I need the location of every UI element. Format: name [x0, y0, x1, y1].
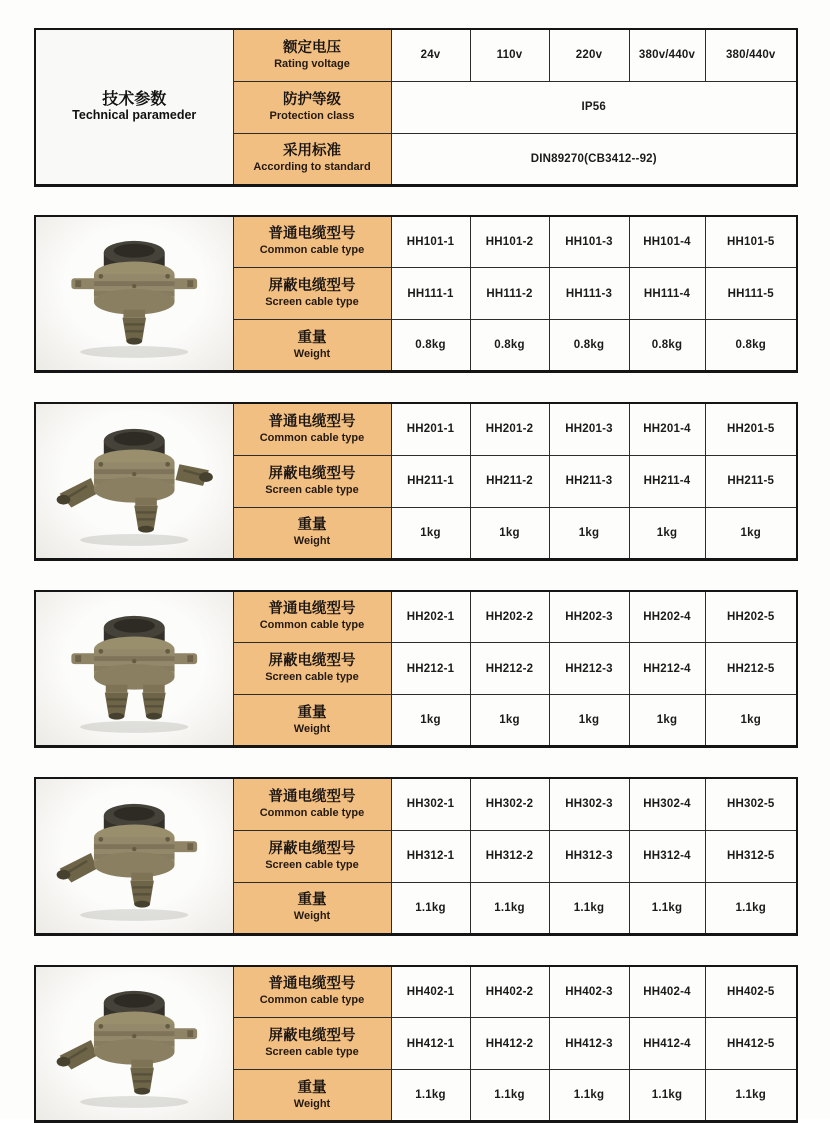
- table-row: [35, 29, 797, 81]
- row-label-zh: 重量: [234, 330, 391, 347]
- model-cell: HH412-3: [549, 1018, 629, 1070]
- row-label-en: Weight: [234, 348, 391, 361]
- row-label-zh: 普通电缆型号: [234, 601, 391, 618]
- row-label-zh: 普通电缆型号: [234, 226, 391, 243]
- row-label-zh: 重量: [234, 1080, 391, 1097]
- weight-cell: 1kg: [470, 695, 549, 747]
- model-cell: HH212-2: [470, 643, 549, 695]
- weight-cell: 1kg: [549, 695, 629, 747]
- row-label-rating-voltage: [233, 29, 391, 81]
- product-spec-table-4: [34, 777, 798, 936]
- row-label-en: Weight: [234, 723, 391, 736]
- protection-class-value-cell: IP56: [391, 81, 797, 133]
- model-cell: HH202-5: [705, 591, 797, 643]
- table-row: [35, 778, 797, 830]
- model-cell: HH202-1: [391, 591, 470, 643]
- weight-cell: 0.8kg: [470, 320, 549, 372]
- row-label-en: Common cable type: [234, 994, 391, 1007]
- row-label-common-cable-type: [233, 216, 391, 268]
- weight-cell: 1kg: [629, 507, 705, 559]
- model-cell: HH202-2: [470, 591, 549, 643]
- model-cell: HH402-4: [629, 966, 705, 1018]
- model-cell: HH111-5: [705, 268, 797, 320]
- model-cell: HH312-3: [549, 830, 629, 882]
- table-row: [35, 216, 797, 268]
- model-cell: HH212-5: [705, 643, 797, 695]
- table-row: [35, 403, 797, 455]
- weight-cell: 1.1kg: [629, 882, 705, 934]
- row-label-en: Common cable type: [234, 244, 391, 257]
- weight-cell: 1kg: [705, 507, 797, 559]
- row-label-en: Screen cable type: [234, 1046, 391, 1059]
- product-photo-cell: [35, 966, 233, 1122]
- model-cell: HH312-5: [705, 830, 797, 882]
- model-cell: HH202-4: [629, 591, 705, 643]
- row-label-zh: 屏蔽电缆型号: [234, 278, 391, 295]
- row-label-common-cable-type: [233, 591, 391, 643]
- model-cell: HH101-1: [391, 216, 470, 268]
- model-cell: HH402-2: [470, 966, 549, 1018]
- row-label-en: Screen cable type: [234, 484, 391, 497]
- weight-cell: 1kg: [391, 507, 470, 559]
- model-cell: HH312-1: [391, 830, 470, 882]
- junction-box-side-bottom-glands-photo: [36, 780, 233, 932]
- model-cell: HH111-2: [470, 268, 549, 320]
- row-label-en: According to standard: [234, 161, 391, 174]
- row-label-screen-cable-type: [233, 455, 391, 507]
- product-photo-cell: [35, 591, 233, 747]
- technical-parameters-table: [34, 28, 798, 187]
- product-tables-section: [34, 215, 796, 1123]
- row-label-zh: 采用标准: [234, 143, 391, 160]
- product-spec-table-5: [34, 965, 798, 1123]
- product-spec-table-2: [34, 402, 798, 561]
- weight-cell: 0.8kg: [705, 320, 797, 372]
- row-label-zh: 重量: [234, 892, 391, 909]
- product-spec-table-1: [34, 215, 798, 374]
- weight-cell: 1.1kg: [549, 882, 629, 934]
- model-cell: HH201-5: [705, 403, 797, 455]
- voltage-value-cell: 380v/440v: [629, 29, 705, 81]
- weight-cell: 1kg: [705, 695, 797, 747]
- model-cell: HH302-4: [629, 778, 705, 830]
- row-label-weight: [233, 1070, 391, 1122]
- weight-cell: 1.1kg: [391, 1070, 470, 1122]
- row-label-screen-cable-type: [233, 643, 391, 695]
- product-photo-cell: [35, 216, 233, 372]
- technical-parameters-title-cell: [35, 29, 233, 185]
- row-label-common-cable-type: [233, 778, 391, 830]
- standard-value-cell: DIN89270(CB3412--92): [391, 133, 797, 185]
- model-cell: HH412-2: [470, 1018, 549, 1070]
- model-cell: HH201-4: [629, 403, 705, 455]
- row-label-en: Screen cable type: [234, 859, 391, 872]
- model-cell: HH111-4: [629, 268, 705, 320]
- table-row: [35, 966, 797, 1018]
- row-label-weight: [233, 695, 391, 747]
- table-row: [35, 591, 797, 643]
- row-label-en: Common cable type: [234, 619, 391, 632]
- model-cell: HH201-3: [549, 403, 629, 455]
- technical-parameters-title-en: Technical parameder: [36, 109, 233, 122]
- model-cell: HH211-4: [629, 455, 705, 507]
- weight-cell: 1.1kg: [705, 1070, 797, 1122]
- model-cell: HH412-1: [391, 1018, 470, 1070]
- model-cell: HH302-3: [549, 778, 629, 830]
- voltage-value-cell: 24v: [391, 29, 470, 81]
- model-cell: HH412-4: [629, 1018, 705, 1070]
- product-spec-table-3: [34, 590, 798, 749]
- row-label-en: Weight: [234, 535, 391, 548]
- model-cell: HH202-3: [549, 591, 629, 643]
- voltage-value-cell: 110v: [470, 29, 549, 81]
- row-label-standard: [233, 133, 391, 185]
- row-label-en: Weight: [234, 1098, 391, 1111]
- row-label-common-cable-type: [233, 403, 391, 455]
- model-cell: HH211-5: [705, 455, 797, 507]
- row-label-screen-cable-type: [233, 268, 391, 320]
- row-label-weight: [233, 507, 391, 559]
- model-cell: HH111-3: [549, 268, 629, 320]
- model-cell: HH402-3: [549, 966, 629, 1018]
- row-label-screen-cable-type: [233, 830, 391, 882]
- junction-box-side-bottom-glands-photo: [36, 967, 233, 1119]
- row-label-zh: 防护等级: [234, 92, 391, 109]
- model-cell: HH412-5: [705, 1018, 797, 1070]
- row-label-protection-class: [233, 81, 391, 133]
- voltage-value-cell: 220v: [549, 29, 629, 81]
- weight-cell: 0.8kg: [391, 320, 470, 372]
- model-cell: HH101-2: [470, 216, 549, 268]
- row-label-zh: 额定电压: [234, 40, 391, 57]
- model-cell: HH402-5: [705, 966, 797, 1018]
- row-label-zh: 重量: [234, 517, 391, 534]
- row-label-en: Screen cable type: [234, 671, 391, 684]
- junction-box-three-way-glands-photo: [36, 405, 233, 557]
- junction-box-two-bottom-glands-photo: [36, 592, 233, 744]
- weight-cell: 1.1kg: [391, 882, 470, 934]
- row-label-zh: 屏蔽电缆型号: [234, 653, 391, 670]
- model-cell: HH302-5: [705, 778, 797, 830]
- weight-cell: 1.1kg: [705, 882, 797, 934]
- model-cell: HH211-3: [549, 455, 629, 507]
- row-label-en: Protection class: [234, 110, 391, 123]
- product-photo-cell: [35, 403, 233, 559]
- weight-cell: 1.1kg: [470, 882, 549, 934]
- row-label-en: Screen cable type: [234, 296, 391, 309]
- row-label-zh: 普通电缆型号: [234, 789, 391, 806]
- weight-cell: 1kg: [391, 695, 470, 747]
- model-cell: HH212-1: [391, 643, 470, 695]
- technical-parameters-title-zh: 技术参数: [36, 91, 233, 108]
- weight-cell: 1.1kg: [470, 1070, 549, 1122]
- model-cell: HH101-5: [705, 216, 797, 268]
- model-cell: HH312-2: [470, 830, 549, 882]
- model-cell: HH201-2: [470, 403, 549, 455]
- model-cell: HH212-4: [629, 643, 705, 695]
- product-photo-cell: [35, 778, 233, 934]
- model-cell: HH302-1: [391, 778, 470, 830]
- model-cell: HH111-1: [391, 268, 470, 320]
- weight-cell: 1kg: [549, 507, 629, 559]
- model-cell: HH101-4: [629, 216, 705, 268]
- row-label-en: Weight: [234, 910, 391, 923]
- weight-cell: 0.8kg: [549, 320, 629, 372]
- row-label-zh: 普通电缆型号: [234, 976, 391, 993]
- model-cell: HH402-1: [391, 966, 470, 1018]
- row-label-en: Common cable type: [234, 807, 391, 820]
- model-cell: HH312-4: [629, 830, 705, 882]
- weight-cell: 1.1kg: [549, 1070, 629, 1122]
- weight-cell: 1kg: [470, 507, 549, 559]
- row-label-zh: 屏蔽电缆型号: [234, 466, 391, 483]
- weight-cell: 0.8kg: [629, 320, 705, 372]
- weight-cell: 1.1kg: [629, 1070, 705, 1122]
- row-label-en: Rating voltage: [234, 58, 391, 71]
- model-cell: HH101-3: [549, 216, 629, 268]
- model-cell: HH302-2: [470, 778, 549, 830]
- row-label-zh: 重量: [234, 705, 391, 722]
- weight-cell: 1kg: [629, 695, 705, 747]
- voltage-value-cell: 380/440v: [705, 29, 797, 81]
- row-label-en: Common cable type: [234, 432, 391, 445]
- row-label-weight: [233, 882, 391, 934]
- model-cell: HH211-1: [391, 455, 470, 507]
- row-label-common-cable-type: [233, 966, 391, 1018]
- row-label-zh: 普通电缆型号: [234, 414, 391, 431]
- row-label-screen-cable-type: [233, 1018, 391, 1070]
- model-cell: HH211-2: [470, 455, 549, 507]
- row-label-zh: 屏蔽电缆型号: [234, 1028, 391, 1045]
- model-cell: HH212-3: [549, 643, 629, 695]
- model-cell: HH201-1: [391, 403, 470, 455]
- row-label-zh: 屏蔽电缆型号: [234, 841, 391, 858]
- row-label-weight: [233, 320, 391, 372]
- junction-box-single-bottom-gland-photo: [36, 217, 233, 369]
